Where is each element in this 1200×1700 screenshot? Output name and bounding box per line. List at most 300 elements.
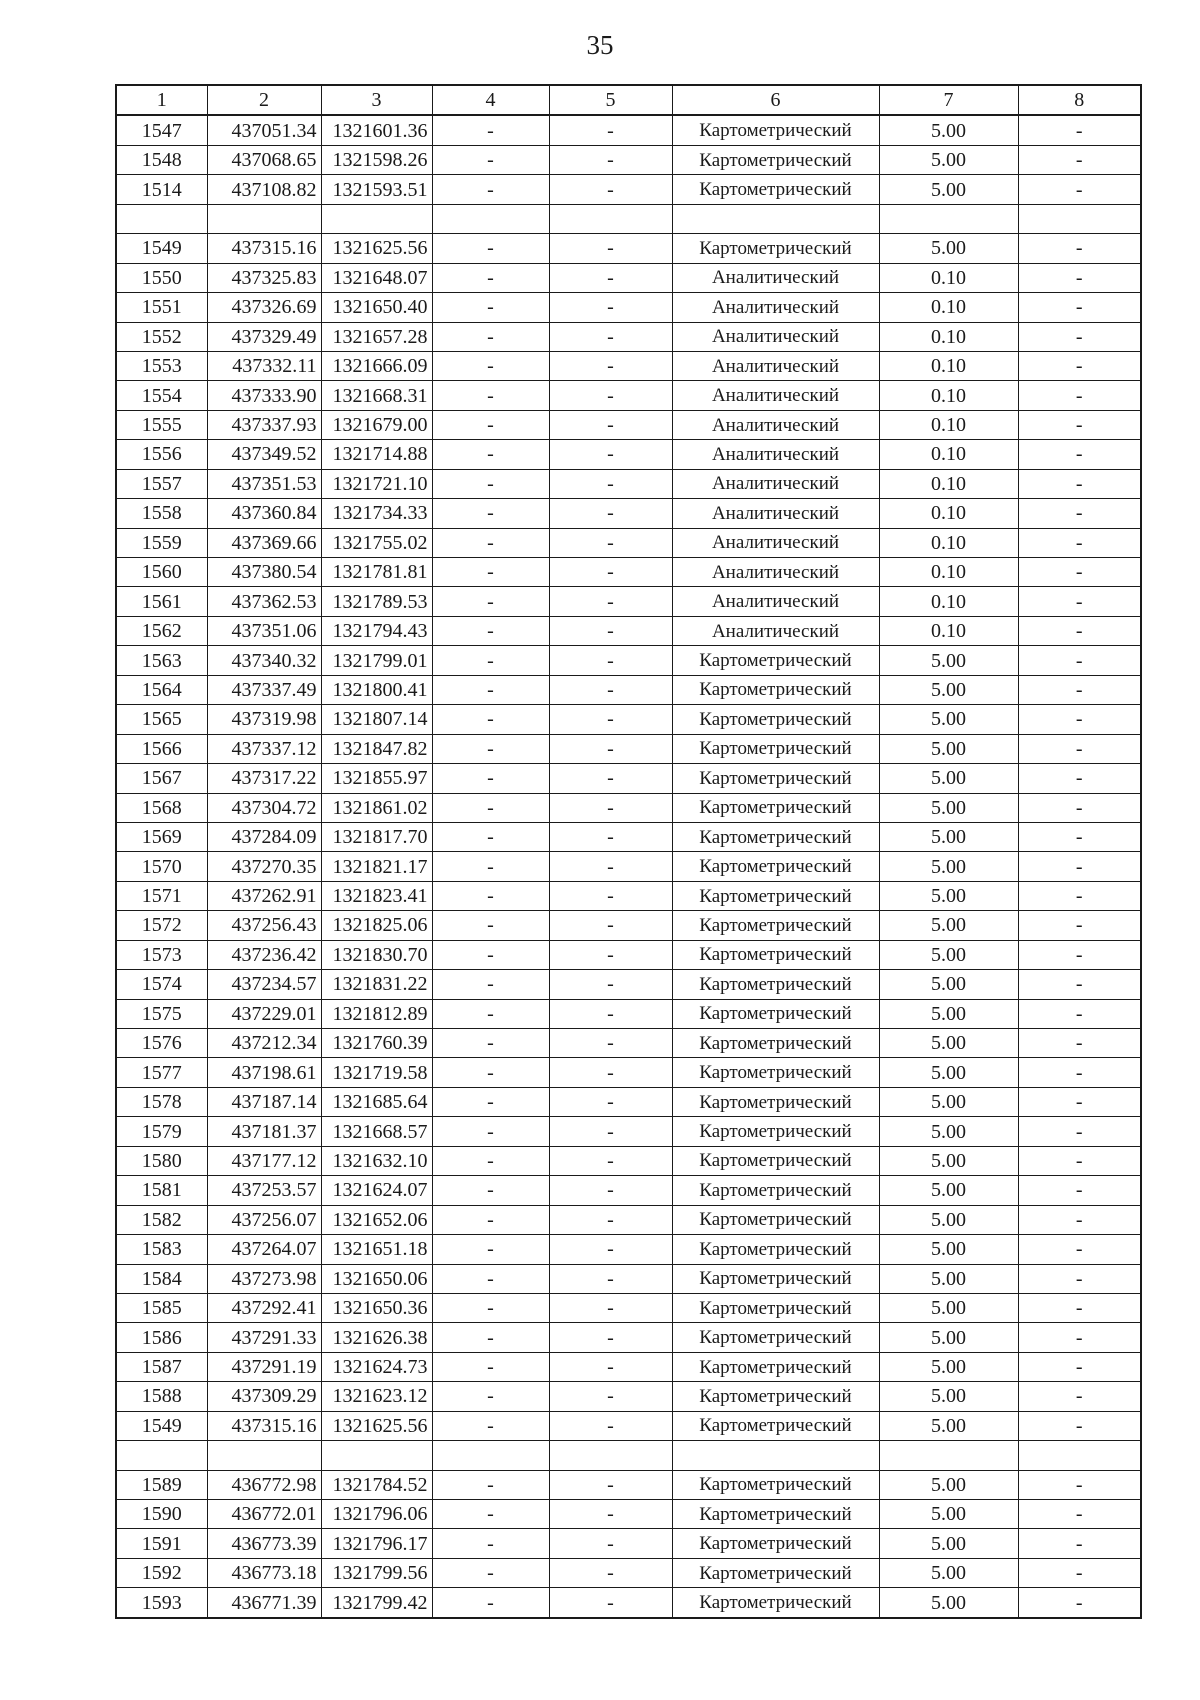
cell-y-coordinate: 1321714.88: [321, 440, 432, 469]
page-number: 35: [586, 30, 614, 60]
cell-accuracy: 5.00: [879, 1529, 1018, 1558]
cell-y-coordinate: 1321847.82: [321, 734, 432, 763]
cell-point-number: 1570: [116, 852, 207, 881]
cell-method: Картометрический: [672, 1117, 879, 1146]
cell-accuracy: 5.00: [879, 1323, 1018, 1352]
cell-method: Картометрический: [672, 852, 879, 881]
cell-col-4: -: [432, 410, 549, 439]
cell-col-5: -: [549, 1293, 672, 1322]
cell-method: Картометрический: [672, 1470, 879, 1499]
cell-col-8: -: [1018, 1352, 1141, 1381]
cell-method: Картометрический: [672, 793, 879, 822]
cell-x-coordinate: 437351.06: [207, 616, 321, 645]
cell-col-8: -: [1018, 1117, 1141, 1146]
cell-method: Аналитический: [672, 469, 879, 498]
cell-accuracy: 0.10: [879, 440, 1018, 469]
cell-method: Картометрический: [672, 705, 879, 734]
cell-col-8: -: [1018, 528, 1141, 557]
cell-col-4: -: [432, 234, 549, 263]
cell-col-5: -: [549, 822, 672, 851]
cell-y-coordinate: 1321796.17: [321, 1529, 432, 1558]
cell-col-5: -: [549, 970, 672, 999]
cell-y-coordinate: 1321823.41: [321, 881, 432, 910]
cell-col-5: -: [549, 1264, 672, 1293]
cell-col-4: -: [432, 734, 549, 763]
cell-col-5: [549, 204, 672, 233]
cell-col-5: -: [549, 469, 672, 498]
cell-x-coordinate: 437212.34: [207, 1029, 321, 1058]
table-row: [116, 1117, 1141, 1146]
cell-x-coordinate: 437068.65: [207, 145, 321, 174]
cell-col-8: -: [1018, 1470, 1141, 1499]
table-row: [116, 351, 1141, 380]
cell-method: Картометрический: [672, 1323, 879, 1352]
cell-col-8: -: [1018, 1558, 1141, 1587]
cell-point-number: 1565: [116, 705, 207, 734]
cell-col-5: -: [549, 1058, 672, 1087]
cell-col-4: -: [432, 1382, 549, 1411]
cell-method: Картометрический: [672, 940, 879, 969]
cell-col-4: -: [432, 115, 549, 145]
cell-accuracy: 5.00: [879, 705, 1018, 734]
cell-col-8: -: [1018, 558, 1141, 587]
table-row: [116, 587, 1141, 616]
cell-y-coordinate: 1321794.43: [321, 616, 432, 645]
table-row: [116, 1087, 1141, 1116]
cell-col-8: -: [1018, 1500, 1141, 1529]
cell-col-8: -: [1018, 1264, 1141, 1293]
cell-y-coordinate: 1321821.17: [321, 852, 432, 881]
table-row: [116, 175, 1141, 204]
cell-col-4: [432, 1441, 549, 1470]
cell-col-8: -: [1018, 440, 1141, 469]
cell-x-coordinate: 436771.39: [207, 1588, 321, 1618]
cell-col-5: -: [549, 1087, 672, 1116]
cell-accuracy: 0.10: [879, 293, 1018, 322]
cell-method: Картометрический: [672, 1205, 879, 1234]
cell-x-coordinate: 437181.37: [207, 1117, 321, 1146]
cell-y-coordinate: 1321668.31: [321, 381, 432, 410]
cell-col-4: -: [432, 822, 549, 851]
cell-col-4: -: [432, 970, 549, 999]
cell-col-5: -: [549, 616, 672, 645]
cell-method: Аналитический: [672, 440, 879, 469]
cell-x-coordinate: 437315.16: [207, 1411, 321, 1440]
cell-col-8: -: [1018, 1588, 1141, 1618]
cell-col-8: -: [1018, 1382, 1141, 1411]
cell-method: Картометрический: [672, 234, 879, 263]
cell-accuracy: 5.00: [879, 1558, 1018, 1587]
cell-x-coordinate: 437051.34: [207, 115, 321, 145]
cell-x-coordinate: 437380.54: [207, 558, 321, 587]
cell-col-4: -: [432, 1470, 549, 1499]
cell-col-5: -: [549, 1176, 672, 1205]
cell-accuracy: 5.00: [879, 1029, 1018, 1058]
cell-col-8: -: [1018, 852, 1141, 881]
cell-x-coordinate: 437369.66: [207, 528, 321, 557]
cell-col-4: [432, 204, 549, 233]
table-row: [116, 1352, 1141, 1381]
cell-y-coordinate: 1321830.70: [321, 940, 432, 969]
table-row: [116, 1382, 1141, 1411]
cell-col-5: -: [549, 1323, 672, 1352]
cell-col-8: -: [1018, 410, 1141, 439]
cell-col-5: -: [549, 175, 672, 204]
cell-col-4: -: [432, 293, 549, 322]
cell-accuracy: 0.10: [879, 528, 1018, 557]
table-row: [116, 528, 1141, 557]
cell-accuracy: 5.00: [879, 999, 1018, 1028]
cell-x-coordinate: 437234.57: [207, 970, 321, 999]
table-row: [116, 1323, 1141, 1352]
cell-y-coordinate: 1321668.57: [321, 1117, 432, 1146]
cell-x-coordinate: 437332.11: [207, 351, 321, 380]
table-row: [116, 705, 1141, 734]
cell-x-coordinate: 437187.14: [207, 1087, 321, 1116]
cell-col-5: -: [549, 528, 672, 557]
cell-col-4: -: [432, 1029, 549, 1058]
cell-accuracy: 0.10: [879, 558, 1018, 587]
cell-y-coordinate: 1321650.36: [321, 1293, 432, 1322]
cell-x-coordinate: 437177.12: [207, 1146, 321, 1175]
cell-accuracy: 0.10: [879, 410, 1018, 439]
cell-accuracy: 0.10: [879, 587, 1018, 616]
cell-col-4: -: [432, 587, 549, 616]
cell-col-4: -: [432, 1117, 549, 1146]
table-row: [116, 410, 1141, 439]
header-cell: 2: [207, 85, 321, 115]
cell-point-number: 1548: [116, 145, 207, 174]
cell-col-4: -: [432, 764, 549, 793]
table-row: [116, 940, 1141, 969]
cell-x-coordinate: 437319.98: [207, 705, 321, 734]
cell-col-4: -: [432, 175, 549, 204]
cell-y-coordinate: 1321799.01: [321, 646, 432, 675]
header-cell: 8: [1018, 85, 1141, 115]
cell-x-coordinate: 437291.19: [207, 1352, 321, 1381]
cell-y-coordinate: 1321781.81: [321, 558, 432, 587]
cell-accuracy: 5.00: [879, 1146, 1018, 1175]
cell-method: Аналитический: [672, 499, 879, 528]
cell-point-number: 1555: [116, 410, 207, 439]
cell-col-8: -: [1018, 1529, 1141, 1558]
cell-accuracy: 5.00: [879, 1411, 1018, 1440]
cell-col-4: -: [432, 1087, 549, 1116]
cell-col-5: -: [549, 145, 672, 174]
cell-col-8: -: [1018, 322, 1141, 351]
cell-y-coordinate: [321, 204, 432, 233]
cell-col-8: -: [1018, 1293, 1141, 1322]
table-row: [116, 852, 1141, 881]
table-row: [116, 263, 1141, 292]
cell-method: Картометрический: [672, 1352, 879, 1381]
cell-col-4: -: [432, 1352, 549, 1381]
cell-x-coordinate: [207, 1441, 321, 1470]
cell-method: Аналитический: [672, 293, 879, 322]
cell-accuracy: 5.00: [879, 1470, 1018, 1499]
cell-method: Аналитический: [672, 322, 879, 351]
cell-col-8: -: [1018, 705, 1141, 734]
cell-accuracy: 5.00: [879, 646, 1018, 675]
table-row: [116, 1029, 1141, 1058]
cell-accuracy: 5.00: [879, 911, 1018, 940]
cell-accuracy: [879, 1441, 1018, 1470]
cell-point-number: 1592: [116, 1558, 207, 1587]
cell-y-coordinate: 1321817.70: [321, 822, 432, 851]
cell-col-8: -: [1018, 616, 1141, 645]
cell-accuracy: 5.00: [879, 1588, 1018, 1618]
cell-point-number: 1549: [116, 234, 207, 263]
cell-accuracy: 5.00: [879, 970, 1018, 999]
cell-method: Картометрический: [672, 1558, 879, 1587]
cell-col-5: -: [549, 587, 672, 616]
cell-col-8: -: [1018, 234, 1141, 263]
cell-col-8: -: [1018, 1146, 1141, 1175]
cell-col-8: -: [1018, 1411, 1141, 1440]
cell-accuracy: 5.00: [879, 1205, 1018, 1234]
cell-point-number: 1550: [116, 263, 207, 292]
cell-col-4: -: [432, 1529, 549, 1558]
cell-method: Картометрический: [672, 970, 879, 999]
cell-col-8: -: [1018, 999, 1141, 1028]
cell-y-coordinate: 1321799.56: [321, 1558, 432, 1587]
cell-method: [672, 1441, 879, 1470]
cell-method: Картометрический: [672, 1264, 879, 1293]
cell-col-8: -: [1018, 175, 1141, 204]
cell-x-coordinate: 436773.39: [207, 1529, 321, 1558]
cell-col-4: -: [432, 881, 549, 910]
cell-col-4: -: [432, 1558, 549, 1587]
cell-col-8: -: [1018, 970, 1141, 999]
table-row: [116, 1146, 1141, 1175]
cell-col-8: -: [1018, 940, 1141, 969]
cell-y-coordinate: 1321632.10: [321, 1146, 432, 1175]
cell-point-number: 1586: [116, 1323, 207, 1352]
table-row: [116, 1411, 1141, 1440]
cell-method: Картометрический: [672, 1058, 879, 1087]
cell-col-5: -: [549, 1558, 672, 1587]
cell-y-coordinate: 1321685.64: [321, 1087, 432, 1116]
cell-col-5: -: [549, 263, 672, 292]
cell-col-4: -: [432, 1293, 549, 1322]
cell-point-number: 1551: [116, 293, 207, 322]
table-row: [116, 1558, 1141, 1587]
cell-col-4: -: [432, 440, 549, 469]
cell-x-coordinate: 437351.53: [207, 469, 321, 498]
cell-y-coordinate: 1321855.97: [321, 764, 432, 793]
table-row: [116, 1176, 1141, 1205]
cell-accuracy: 0.10: [879, 381, 1018, 410]
cell-col-5: -: [549, 1470, 672, 1499]
cell-method: Картометрический: [672, 999, 879, 1028]
cell-point-number: 1567: [116, 764, 207, 793]
cell-method: Картометрический: [672, 145, 879, 174]
cell-col-5: -: [549, 940, 672, 969]
cell-point-number: 1583: [116, 1235, 207, 1264]
table-body: [116, 115, 1141, 1617]
cell-accuracy: 5.00: [879, 175, 1018, 204]
cell-x-coordinate: 437253.57: [207, 1176, 321, 1205]
cell-y-coordinate: 1321657.28: [321, 322, 432, 351]
cell-col-4: -: [432, 1205, 549, 1234]
cell-col-5: [549, 1441, 672, 1470]
cell-method: Аналитический: [672, 381, 879, 410]
table-row: [116, 381, 1141, 410]
cell-point-number: 1552: [116, 322, 207, 351]
table-row: [116, 793, 1141, 822]
cell-accuracy: 5.00: [879, 852, 1018, 881]
cell-y-coordinate: 1321831.22: [321, 970, 432, 999]
cell-col-5: -: [549, 764, 672, 793]
cell-x-coordinate: 437337.93: [207, 410, 321, 439]
header-cell: 1: [116, 85, 207, 115]
cell-col-5: -: [549, 115, 672, 145]
cell-y-coordinate: 1321624.07: [321, 1176, 432, 1205]
cell-method: [672, 204, 879, 233]
cell-point-number: 1589: [116, 1470, 207, 1499]
cell-point-number: 1569: [116, 822, 207, 851]
cell-x-coordinate: 437256.07: [207, 1205, 321, 1234]
cell-col-8: -: [1018, 1205, 1141, 1234]
cell-point-number: 1547: [116, 115, 207, 145]
cell-col-5: -: [549, 322, 672, 351]
coordinates-table: [115, 84, 1142, 1619]
cell-method: Картометрический: [672, 734, 879, 763]
cell-col-4: -: [432, 1588, 549, 1618]
cell-x-coordinate: 437270.35: [207, 852, 321, 881]
cell-point-number: 1560: [116, 558, 207, 587]
table-row: [116, 145, 1141, 174]
cell-method: Картометрический: [672, 1176, 879, 1205]
cell-col-4: -: [432, 469, 549, 498]
cell-x-coordinate: 437304.72: [207, 793, 321, 822]
cell-col-4: -: [432, 1264, 549, 1293]
cell-accuracy: 5.00: [879, 1176, 1018, 1205]
cell-col-5: -: [549, 351, 672, 380]
cell-x-coordinate: 436773.18: [207, 1558, 321, 1587]
cell-x-coordinate: 437292.41: [207, 1293, 321, 1322]
cell-point-number: 1559: [116, 528, 207, 557]
cell-accuracy: 5.00: [879, 1352, 1018, 1381]
cell-y-coordinate: 1321861.02: [321, 793, 432, 822]
table-row: [116, 822, 1141, 851]
cell-point-number: 1553: [116, 351, 207, 380]
table-row: [116, 499, 1141, 528]
cell-point-number: 1556: [116, 440, 207, 469]
cell-x-coordinate: 437360.84: [207, 499, 321, 528]
cell-col-5: -: [549, 999, 672, 1028]
table-row: [116, 1500, 1141, 1529]
cell-y-coordinate: 1321598.26: [321, 145, 432, 174]
table-row: [116, 999, 1141, 1028]
cell-accuracy: 5.00: [879, 1087, 1018, 1116]
cell-accuracy: 5.00: [879, 1293, 1018, 1322]
cell-col-4: -: [432, 145, 549, 174]
cell-col-4: -: [432, 322, 549, 351]
cell-method: Картометрический: [672, 675, 879, 704]
cell-point-number: [116, 1441, 207, 1470]
cell-accuracy: 5.00: [879, 1264, 1018, 1293]
cell-point-number: 1561: [116, 587, 207, 616]
cell-accuracy: 5.00: [879, 822, 1018, 851]
cell-point-number: 1558: [116, 499, 207, 528]
cell-col-8: -: [1018, 1029, 1141, 1058]
cell-point-number: 1577: [116, 1058, 207, 1087]
cell-method: Аналитический: [672, 616, 879, 645]
cell-col-8: [1018, 204, 1141, 233]
cell-x-coordinate: 437329.49: [207, 322, 321, 351]
cell-x-coordinate: 437340.32: [207, 646, 321, 675]
cell-col-8: -: [1018, 145, 1141, 174]
cell-x-coordinate: 437337.12: [207, 734, 321, 763]
cell-col-8: -: [1018, 911, 1141, 940]
table-row: [116, 1264, 1141, 1293]
table-row: [116, 1205, 1141, 1234]
cell-method: Картометрический: [672, 911, 879, 940]
cell-y-coordinate: [321, 1441, 432, 1470]
cell-method: Картометрический: [672, 115, 879, 145]
cell-col-4: -: [432, 1146, 549, 1175]
cell-point-number: 1579: [116, 1117, 207, 1146]
table-row: [116, 1235, 1141, 1264]
cell-point-number: 1572: [116, 911, 207, 940]
cell-point-number: 1587: [116, 1352, 207, 1381]
cell-x-coordinate: 437291.33: [207, 1323, 321, 1352]
cell-method: Картометрический: [672, 175, 879, 204]
table-row: [116, 115, 1141, 145]
cell-method: Картометрический: [672, 1293, 879, 1322]
cell-y-coordinate: 1321760.39: [321, 1029, 432, 1058]
cell-x-coordinate: 437284.09: [207, 822, 321, 851]
cell-col-4: -: [432, 528, 549, 557]
cell-point-number: 1584: [116, 1264, 207, 1293]
cell-y-coordinate: 1321721.10: [321, 469, 432, 498]
cell-y-coordinate: 1321719.58: [321, 1058, 432, 1087]
cell-method: Картометрический: [672, 764, 879, 793]
cell-col-5: -: [549, 440, 672, 469]
cell-y-coordinate: 1321625.56: [321, 1411, 432, 1440]
cell-point-number: [116, 204, 207, 233]
cell-point-number: 1593: [116, 1588, 207, 1618]
cell-col-5: -: [549, 705, 672, 734]
cell-accuracy: 0.10: [879, 263, 1018, 292]
cell-method: Аналитический: [672, 263, 879, 292]
cell-col-4: -: [432, 646, 549, 675]
cell-col-8: -: [1018, 587, 1141, 616]
cell-method: Картометрический: [672, 1382, 879, 1411]
cell-method: Картометрический: [672, 1087, 879, 1116]
cell-col-8: -: [1018, 115, 1141, 145]
cell-point-number: 1576: [116, 1029, 207, 1058]
cell-accuracy: 5.00: [879, 1058, 1018, 1087]
cell-y-coordinate: 1321755.02: [321, 528, 432, 557]
cell-accuracy: [879, 204, 1018, 233]
cell-y-coordinate: 1321650.40: [321, 293, 432, 322]
cell-col-8: -: [1018, 1235, 1141, 1264]
cell-col-8: -: [1018, 764, 1141, 793]
cell-y-coordinate: 1321799.42: [321, 1588, 432, 1618]
cell-point-number: 1590: [116, 1500, 207, 1529]
table-row: [116, 1588, 1141, 1618]
cell-col-5: -: [549, 1235, 672, 1264]
cell-col-5: -: [549, 1500, 672, 1529]
header-cell: 5: [549, 85, 672, 115]
cell-method: Картометрический: [672, 1235, 879, 1264]
table-row: [116, 558, 1141, 587]
table-row: [116, 322, 1141, 351]
table-row: [116, 734, 1141, 763]
cell-y-coordinate: 1321648.07: [321, 263, 432, 292]
